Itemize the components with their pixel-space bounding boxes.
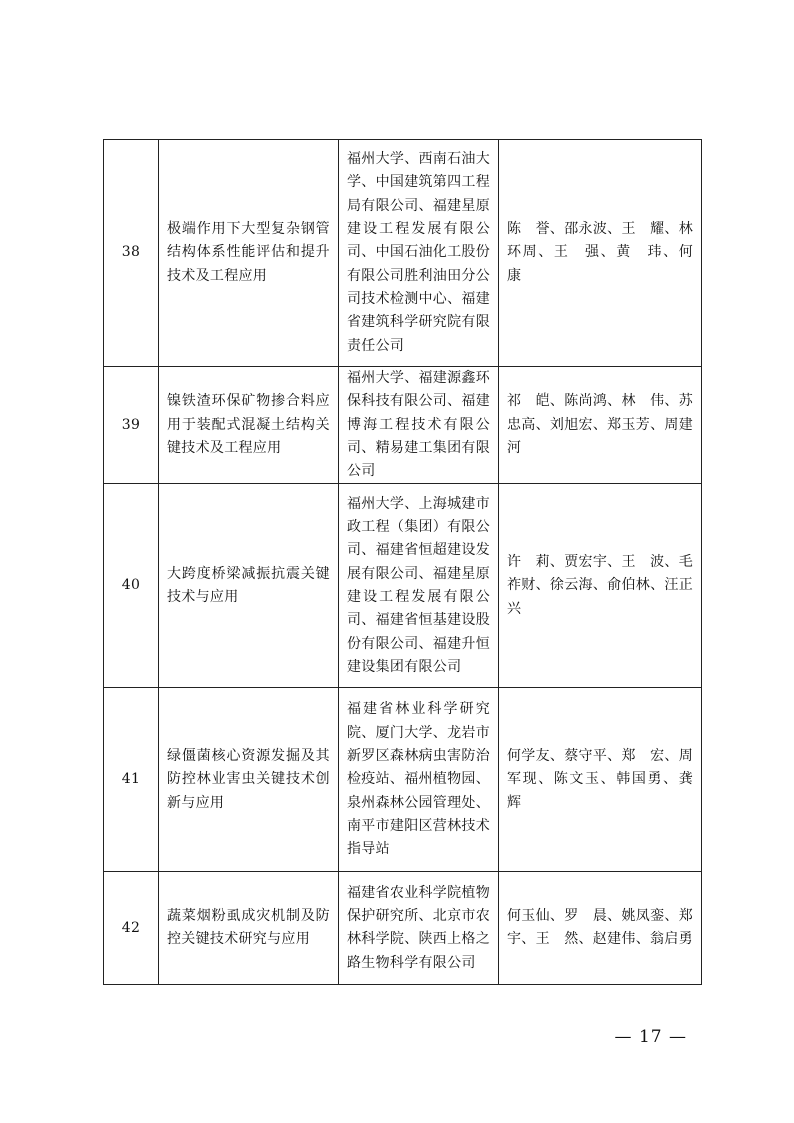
awards-table <box>103 139 708 985</box>
completing-people: 何学友、蔡守平、郑 宏、周军现、陈文玉、韩国勇、龚 辉 <box>499 688 702 872</box>
completing-units: 福建省农业科学院植物保护研究所、北京市农林科学院、陕西上格之路生物科学有限公司 <box>339 872 499 985</box>
completing-people: 何玉仙、罗 晨、姚凤銮、郑 宇、王 然、赵建伟、翁启勇 <box>499 872 702 985</box>
project-name: 绿僵菌核心资源发掘及其防控林业害虫关键技术创新与应用 <box>159 688 339 872</box>
row-number: 41 <box>104 688 159 872</box>
completing-units: 福建省林业科学研究院、厦门大学、龙岩市新罗区森林病虫害防治检疫站、福州植物园、泉州森林公园管理处、南平市建阳区营林技术指导站 <box>339 688 499 872</box>
table-row <box>104 367 702 484</box>
table-row <box>104 140 702 367</box>
project-name: 大跨度桥梁减振抗震关键技术与应用 <box>159 484 339 688</box>
page-number: — 17 — <box>614 1027 687 1047</box>
row-number: 40 <box>104 484 159 688</box>
row-number: 42 <box>104 872 159 985</box>
row-number: 39 <box>104 367 159 484</box>
table-row <box>104 872 702 985</box>
table-row <box>104 688 702 872</box>
completing-people: 祁 皑、陈尚鸿、林 伟、苏忠高、刘旭宏、郑玉芳、周建河 <box>499 367 702 484</box>
completing-units: 福州大学、上海城建市政工程（集团）有限公司、福建省恒超建设发展有限公司、福建星原建设工程发展有限公司、福建省恒基建设股份有限公司、福建升恒建设集团有限公司 <box>339 484 499 688</box>
table-row <box>104 484 702 688</box>
project-name: 极端作用下大型复杂钢管结构体系性能评估和提升技术及工程应用 <box>159 140 339 367</box>
completing-people: 陈 誉、邵永波、王 耀、林环周、王 强、黄 玮、何 康 <box>499 140 702 367</box>
completing-units: 福州大学、西南石油大学、中国建筑第四工程局有限公司、福建星原建设工程发展有限公司、中国石油化工股份有限公司胜利油田分公司技术检测中心、福建省建筑科学研究院有限责任公司 <box>339 140 499 367</box>
project-name: 镍铁渣环保矿物掺合料应用于装配式混凝土结构关键技术及工程应用 <box>159 367 339 484</box>
completing-units: 福州大学、福建源鑫环保科技有限公司、福建博海工程技术有限公司、精易建工集团有限公司 <box>339 367 499 484</box>
completing-people: 许 莉、贾宏宇、王 波、毛祚财、徐云海、俞伯林、汪正兴 <box>499 484 702 688</box>
row-number: 38 <box>104 140 159 367</box>
project-name: 蔬菜烟粉虱成灾机制及防控关键技术研究与应用 <box>159 872 339 985</box>
